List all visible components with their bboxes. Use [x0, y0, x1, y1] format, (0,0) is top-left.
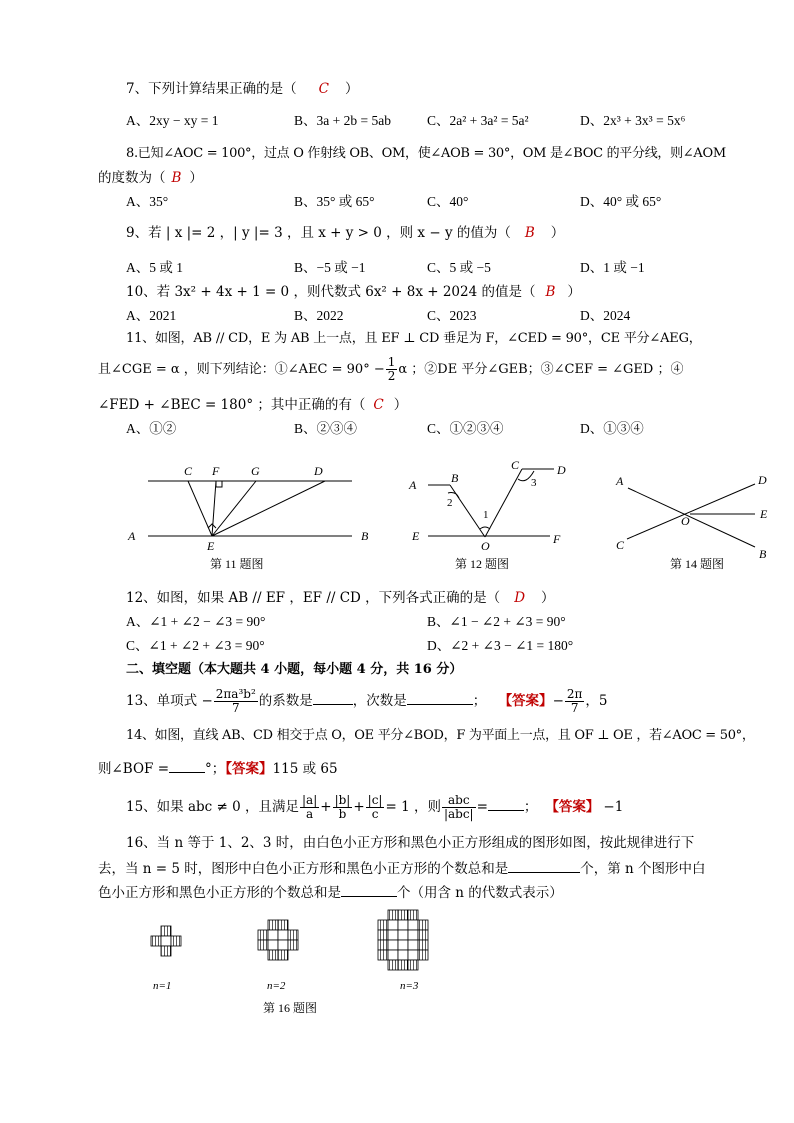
fig16-label-n2: n=2: [267, 980, 286, 992]
q7-option-d: D、2x³ + 3x³ = 5x⁶: [580, 113, 686, 128]
figure-14: [610, 465, 780, 575]
fig12-label-c: C: [511, 458, 520, 472]
q12-option-a: A、∠1 + ∠2 − ∠3 = 90°: [126, 614, 266, 629]
q8-line2: 的度数为（ B ）: [98, 170, 203, 186]
fig14-label-d: D: [758, 473, 767, 487]
fig11-label-f: F: [212, 464, 220, 478]
q11-option-a: A、①②: [126, 421, 177, 436]
fig16-label-n3: n=3: [400, 980, 419, 992]
pattern-n2: [258, 920, 298, 960]
fig11-label-c: C: [184, 464, 193, 478]
q11-line1: 11、如图，AB // CD，E 为 AB 上一点，且 EF ⊥ CD 垂足为 F，∠CED = 90°，CE 平分∠AEG，: [126, 331, 702, 346]
fig11-label-b: B: [361, 529, 369, 543]
fig12-label-a: A: [409, 478, 417, 492]
q9-option-b: B、−5 或 −1: [294, 260, 366, 275]
q7-option-a: A、2xy − xy = 1: [126, 113, 219, 128]
fig12-angle-1: 1: [483, 509, 489, 521]
fig16-label-n1: n=1: [153, 980, 172, 992]
q10-option-c: C、2023: [427, 308, 477, 323]
q15-stem: 15、如果 abc ≠ 0 ，且满足 $\frac{|a|}{a}$ + $\frac{|b|}{b}$ + $\frac{|c|}{c}$ = 1 ，则 $\frac{\text{abc}}{\text{|abc|}}$ = ； 【答案】 −1: [126, 793, 624, 821]
q12-option-b: B、∠1 − ∠2 + ∠3 = 90°: [427, 614, 566, 629]
figure-11: [120, 460, 380, 575]
q13-blank-degree[interactable]: [407, 690, 473, 705]
q16-blank-n5[interactable]: [508, 858, 580, 873]
q12-answer: D: [514, 590, 526, 606]
q15-answer: −1: [603, 799, 624, 815]
fig11-label-e: E: [207, 539, 215, 553]
q16-blank-general[interactable]: [341, 882, 397, 897]
q16-line1: 16、当 n 等于 1、2、3 时，由白色小正方形和黑色小正方形组成的图形如图，按此规律进行下: [126, 835, 695, 851]
fig14-label-e: E: [760, 507, 768, 521]
q15-answer-label: 【答案】: [545, 799, 600, 815]
q11-option-b: B、②③④: [294, 421, 358, 436]
pattern-n1: [151, 926, 181, 956]
q8-option-c: C、40°: [427, 194, 469, 209]
q9-stem: 9、若 | x |= 2 ，| y |= 3 ，且 x + y > 0 ，则 x − y 的值为（ B ）: [126, 225, 565, 241]
q9-option-a: A、5 或 1: [126, 260, 183, 275]
fig11-label-d: D: [314, 464, 323, 478]
q14-answer-label: 【答案】: [225, 761, 273, 777]
q13-answer-fraction: $\frac{2\pi}{7}$: [566, 687, 583, 715]
q8-option-b: B、35° 或 65°: [294, 194, 375, 209]
q9-answer: B: [524, 225, 535, 241]
fig12-label-e: E: [412, 529, 420, 543]
q14-answer: 115 或 65: [272, 761, 338, 777]
q10-option-d: D、2024: [580, 308, 631, 323]
fig12-caption: 第 12 题图: [455, 557, 510, 571]
q15-fraction: $\frac{\text{abc}}{\text{|abc|}}$: [443, 793, 474, 821]
q11-option-c: C、①②③④: [427, 421, 504, 436]
q14-line1: 14、如图，直线 AB、CD 相交于点 O，OE 平分∠BOD，F 为平面上一点，且 OF ⊥ OE ，若∠AOC = 50°，: [126, 728, 755, 743]
fig12-label-b: B: [451, 471, 459, 485]
q11-line3: ∠FED + ∠BEC = 180° ；其中正确的有（ C ）: [98, 397, 408, 413]
q13-blank-coefficient[interactable]: [313, 690, 353, 705]
q10-answer: B: [545, 284, 556, 300]
fig12-angle-3: 3: [531, 477, 537, 489]
q13-answer-label: 【答案】: [498, 693, 553, 709]
fig11-label-a: A: [128, 529, 136, 543]
q16-line2: 去，当 n = 5 时，图形中白色小正方形和黑色小正方形的个数总和是 个，第 n 个图形中白: [98, 858, 706, 878]
q10-option-a: A、2021: [126, 308, 177, 323]
fig14-label-b: B: [759, 547, 767, 561]
q14-line2: 则∠BOF = °；【答案】115 或 65: [98, 758, 338, 778]
q11-answer: C: [373, 397, 384, 413]
q7-option-b: B、3a + 2b = 5ab: [294, 113, 391, 128]
q12-option-d: D、∠2 + ∠3 − ∠1 = 180°: [427, 638, 574, 653]
q10-stem: 10、若 3x² + 4x + 1 = 0 ，则代数式 6x² + 8x + 2024 的值是（ B ）: [126, 284, 581, 300]
q8-line1: 8.已知∠AOC = 100°，过点 O 作射线 OB、OM，使∠AOB = 30°，OM 是∠BOC 的平分线，则∠AOM: [126, 146, 726, 161]
fig11-label-g: G: [251, 464, 260, 478]
q12-option-c: C、∠1 + ∠2 + ∠3 = 90°: [126, 638, 265, 653]
q12-stem: 12、如图，如果 AB // EF ，EF // CD ，下列各式正确的是（ D ）: [126, 590, 555, 606]
q13-stem: 13、单项式 − $\frac{\text{2πa³b²}}{7}$ 的系数是 ，次数是 ； 【答案】− $\frac{2\pi}{7}$ ，5: [126, 687, 608, 715]
fig14-label-a: A: [616, 474, 624, 488]
q11-line2: 且∠CGE = α ，则下列结论：①∠AEC = 90° − $\frac{1}{2}$ α ；②DE 平分∠GEB；③∠CEF = ∠GED ；④: [98, 355, 684, 383]
section-2-title: 二、填空题（本大题共 4 小题，每小题 4 分，共 16 分）: [126, 662, 463, 677]
figure-12: [402, 455, 582, 575]
fig12-label-d: D: [557, 463, 566, 477]
q9-option-c: C、5 或 −5: [427, 260, 491, 275]
q13-fraction: $\frac{\text{2πa³b²}}{7}$: [215, 687, 256, 715]
fig12-angle-2: 2: [447, 497, 453, 509]
fig12-label-f: F: [553, 532, 561, 546]
q14-blank[interactable]: [169, 758, 205, 773]
q15-blank[interactable]: [488, 796, 524, 811]
fig14-caption: 第 14 题图: [670, 557, 725, 571]
q7-option-c: C、2a² + 3a² = 5a²: [427, 113, 529, 128]
q10-option-b: B、2022: [294, 308, 344, 323]
fig16-caption: 第 16 题图: [263, 1001, 318, 1015]
figure-16: [140, 905, 460, 1020]
q7-answer: C: [318, 81, 329, 97]
q16-line3: 色小正方形和黑色小正方形的个数总和是 个（用含 n 的代数式表示）: [98, 882, 563, 902]
fig11-caption: 第 11 题图: [210, 557, 264, 571]
fig14-label-o: O: [681, 514, 690, 528]
fig14-label-c: C: [616, 538, 625, 552]
q9-option-d: D、1 或 −1: [580, 260, 645, 275]
q8-option-d: D、40° 或 65°: [580, 194, 662, 209]
q11-option-d: D、①③④: [580, 421, 644, 436]
q8-answer: B: [171, 170, 182, 186]
pattern-n3: [378, 910, 428, 970]
fig12-label-o: O: [481, 539, 490, 553]
q11-fraction: $\frac{1}{2}$: [387, 355, 396, 383]
q7-stem: 7、下列计算结果正确的是（ C ）: [126, 81, 359, 97]
q8-option-a: A、35°: [126, 194, 169, 209]
